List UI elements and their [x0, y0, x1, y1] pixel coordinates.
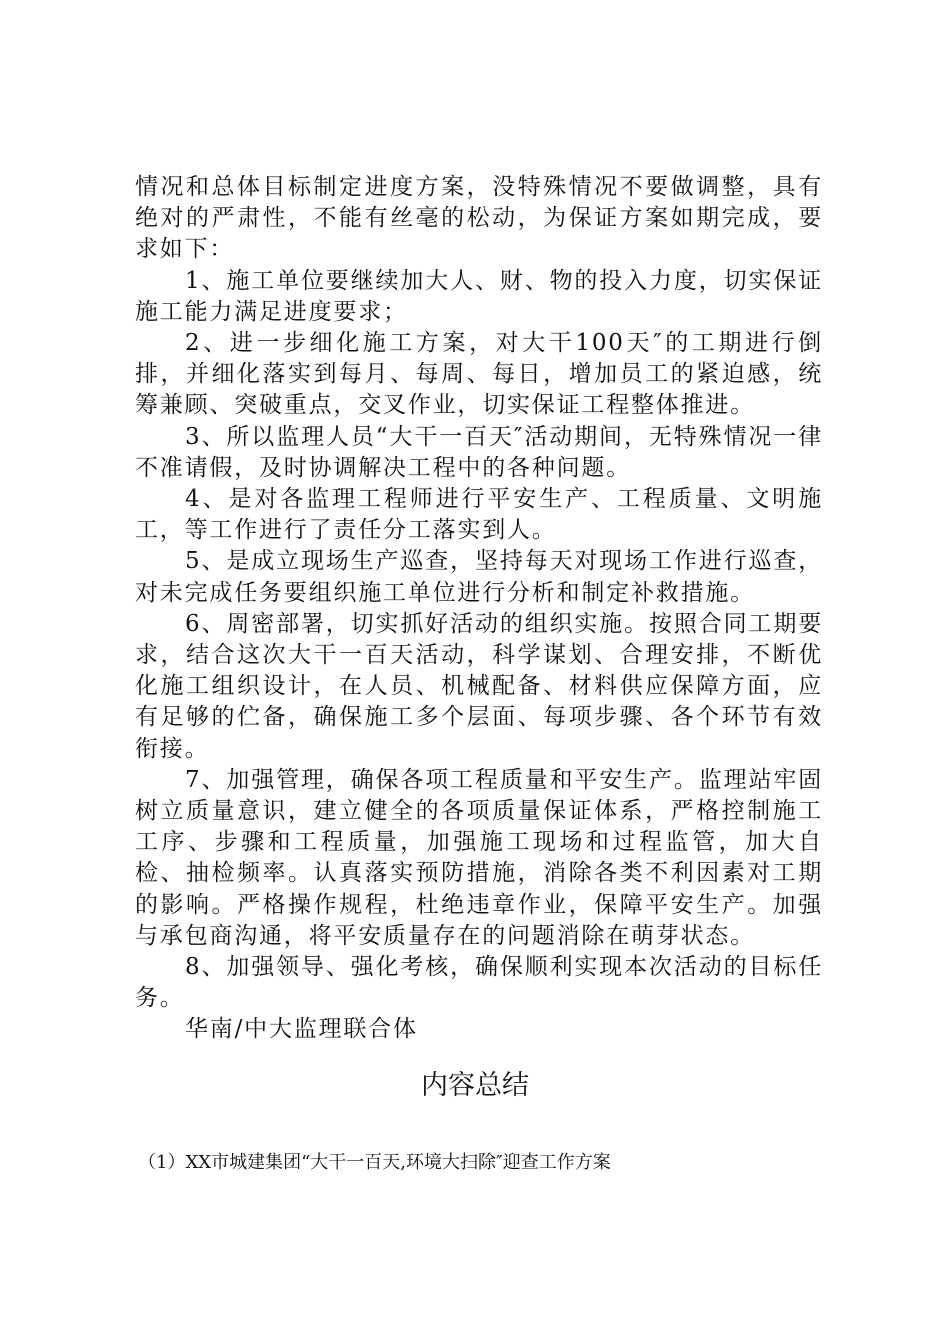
paragraph-item-6: 6、周密部署，切实抓好活动的组织实施。按照合同工期要求，结合这次大干一百天活动，科学谋划、合理安排，不断优化施工组织设计，在人员、机械配备、材料供应保障方面，应有足够的伫备，确保施工多个层面、每项步骤、各个环节有效衔接。: [135, 610, 823, 762]
document-body: [135, 172, 823, 1046]
paragraph-item-1: 1、施工单位要继续加大人、财、物的投入力度，切实保证施工能力满足进度要求；: [135, 267, 823, 325]
summary-title: 内容总结: [421, 1070, 529, 1101]
paragraph-item-2: 2、进一步细化施工方案，对大干100天″的工期进行倒排，并细化落实到每月、每周、每日，增加员工的紧迫感，统筹兼顾、突破重点，交叉作业，切实保证工程整体推进。: [135, 330, 823, 419]
paragraph-item-5: 5、是成立现场生产巡查，坚持每天对现场工作进行巡查，对未完成任务要组织施工单位进行分析和制定补救措施。: [135, 548, 823, 606]
paragraph-item-7: 7、加强管理，确保各项工程质量和平安生产。监理站牢固树立质量意识，建立健全的各项质量保证体系，严格控制施工工序、步骤和工程质量，加强施工现场和过程监管，加大自检、抽检频率。认真落实预防措施，消除各类不利因素对工期的影响。严格操作规程，杜绝违章作业，保障平安生产。加强与承包商沟通，将平安质量存在的问题消除在萌芽状态。: [135, 766, 823, 949]
paragraph-item-8: 8、加强领导、强化考核，确保顺利实现本次活动的目标任务。: [135, 954, 823, 1012]
paragraph-item-4: 4、是对各监理工程师进行平安生产、工程质量、文明施工，等工作进行了责任分工落实到人。: [135, 486, 823, 544]
summary-item: （1）XX市城建集团“大干一百天,环境大扫除″迎查工作方案: [138, 1152, 611, 1173]
paragraph-intro-continuation: 情况和总体目标制定进度方案，没特殊情况不要做调整，具有绝对的严肃性，不能有丝毫的松动，为保证方案如期完成，要求如下：: [135, 174, 823, 263]
signature-organization: 华南/中大监理联合体: [185, 1016, 418, 1043]
paragraph-item-3: 3、所以监理人员“大干一百天″活动期间，无特殊情况一律不准请假，及时协调解决工程中的各种问题。: [135, 423, 823, 481]
